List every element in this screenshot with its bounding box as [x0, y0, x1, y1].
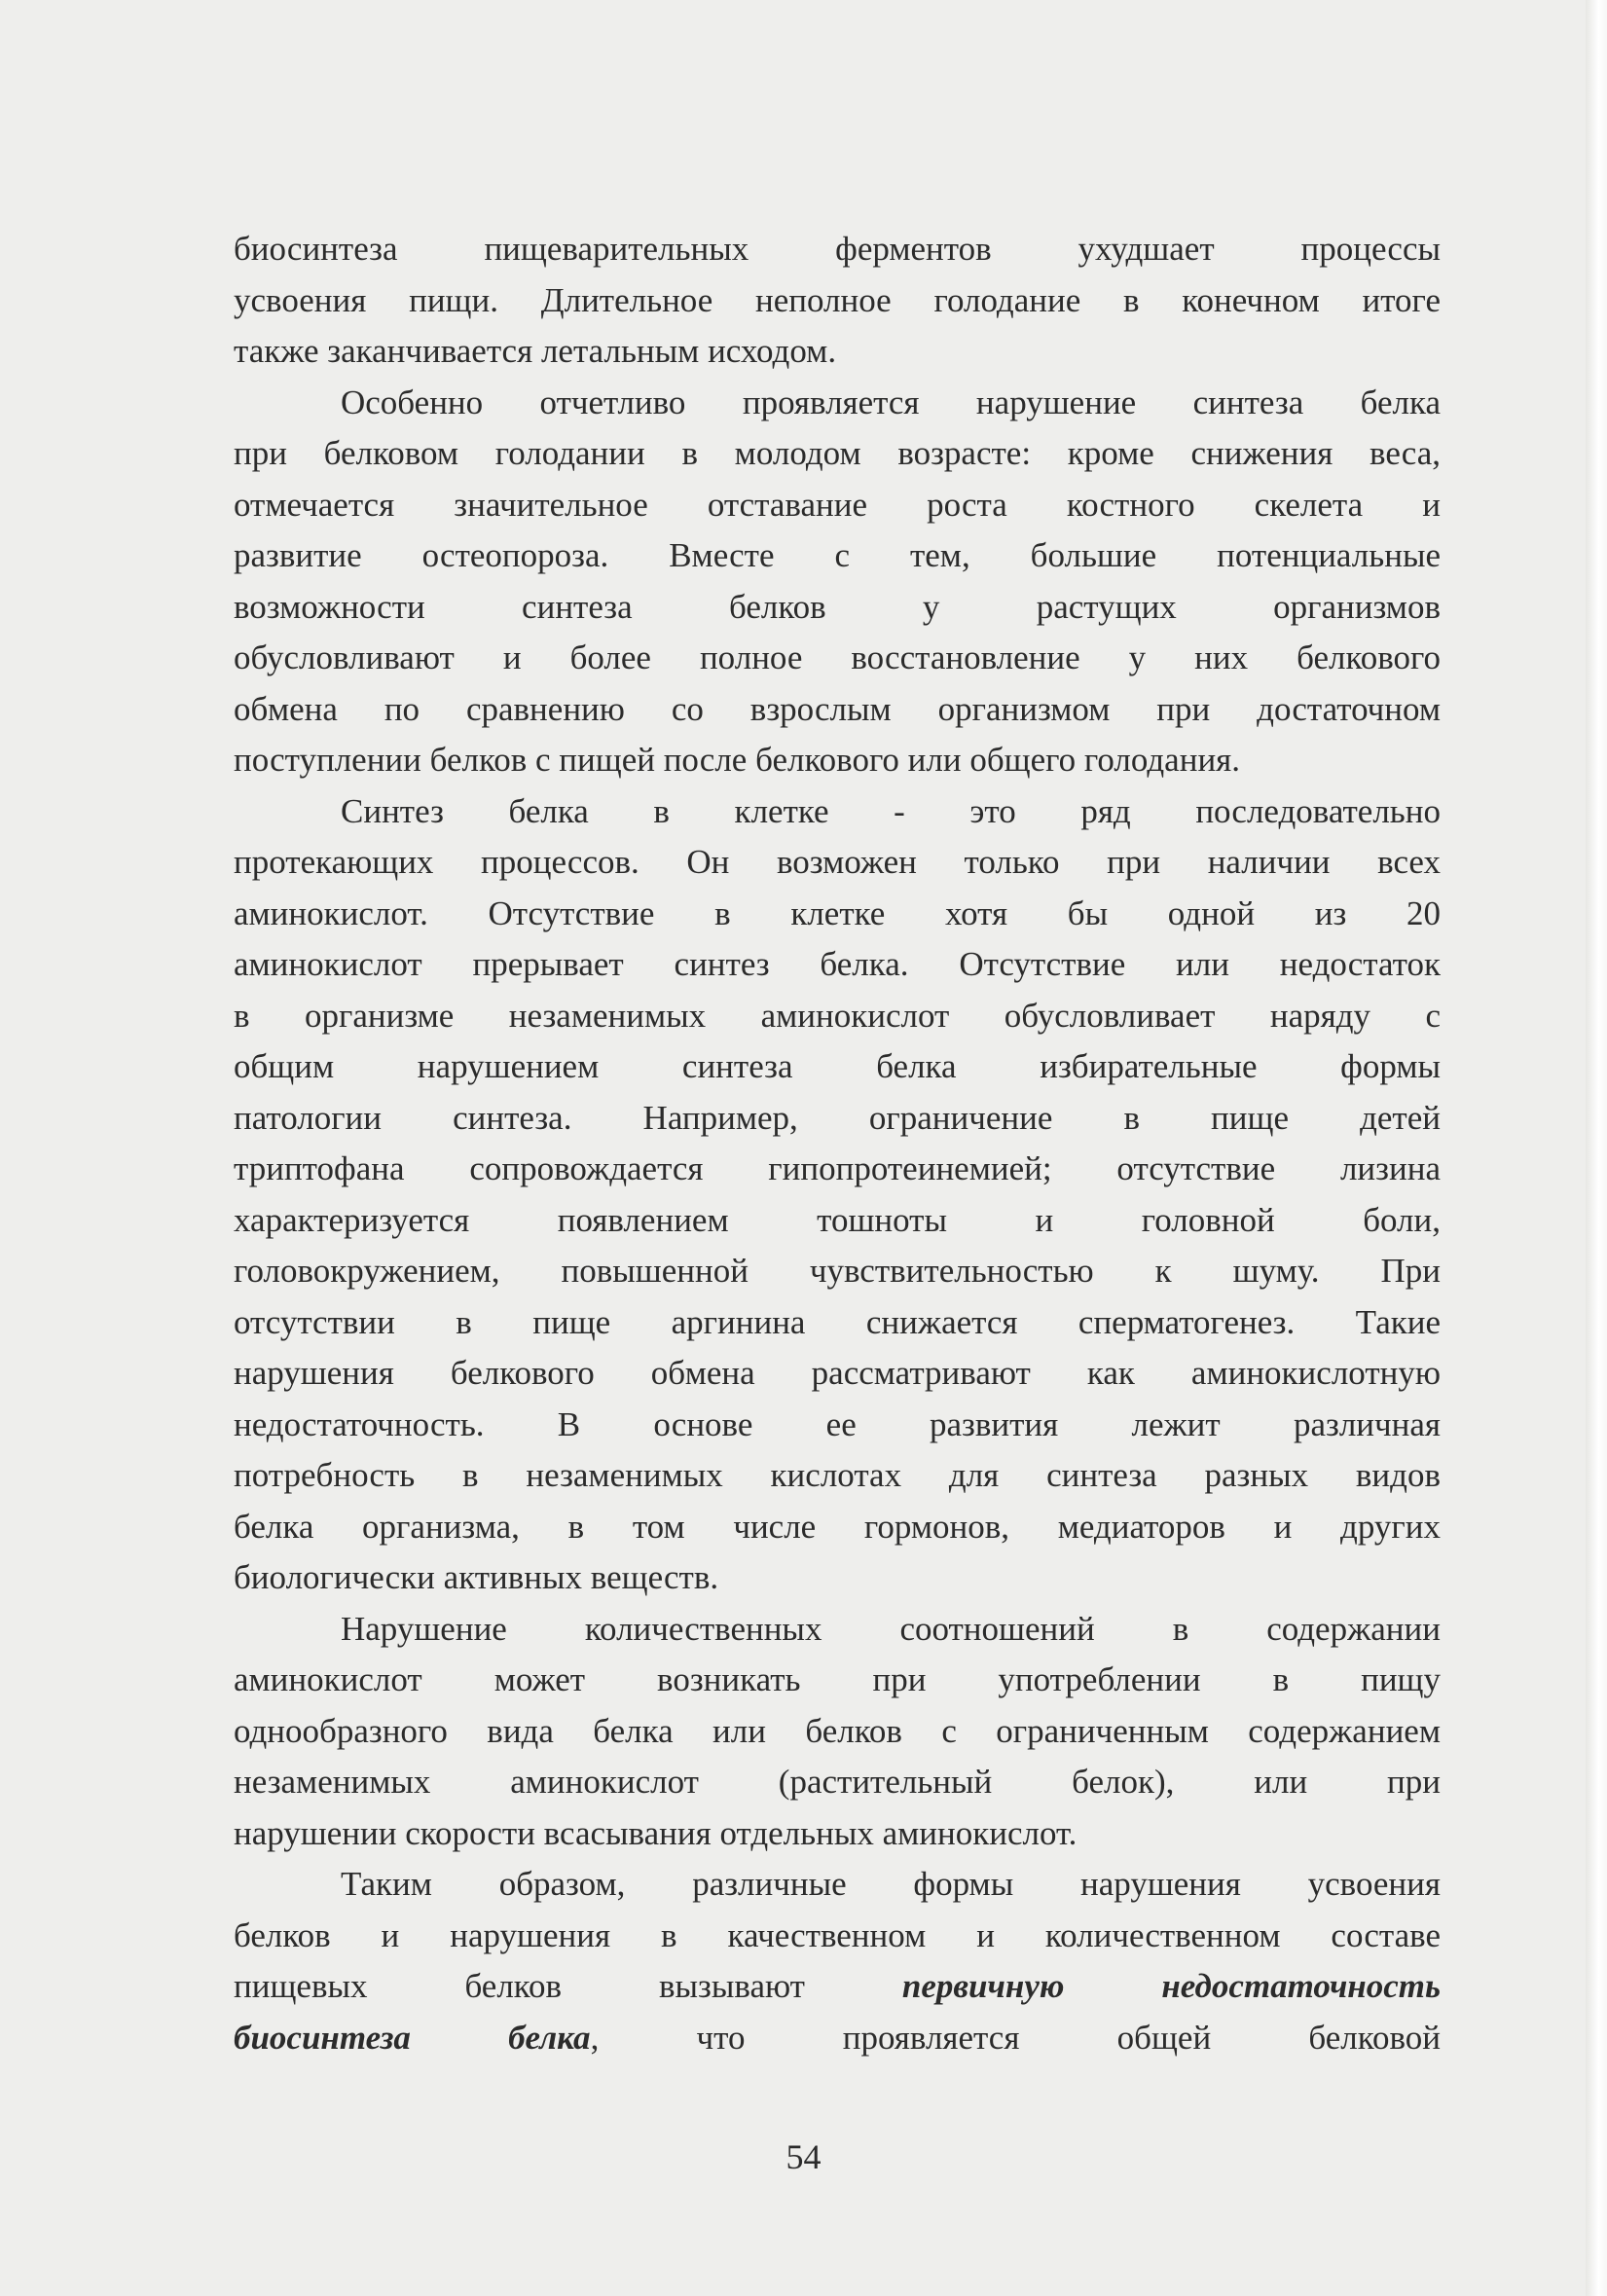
text-line: биологически активных веществ. [234, 1558, 719, 1596]
text-line: усвоения пищи. Длительное неполное голодание в конечном итоге [234, 280, 1441, 319]
text-line-with-emphasis [234, 2013, 1441, 2064]
text-line: общим нарушением синтеза белка избирательные формы [234, 1047, 1441, 1085]
text-line: биосинтеза пищеварительных ферментов ухудшает процессы [234, 230, 1441, 268]
text-line: незаменимых аминокислот (растительный белок), или при [234, 1763, 1441, 1801]
text-line: белка организма, в том числе гормонов, медиаторов и других [234, 1507, 1441, 1546]
text-line: обусловливают и более полное восстановление у них белкового [234, 638, 1441, 676]
page-number: 54 [785, 2137, 822, 2176]
text-line: триптофана сопровождается гипопротеинемией; отсутствие лизина [234, 1149, 1441, 1187]
text-line: однообразного вида белка или белков с ограниченным содержанием [234, 1711, 1441, 1750]
text-line: белков и нарушения в качественном и количественном составе [234, 1915, 1441, 1954]
text-line: головокружением, повышенной чувствительностью к шуму. При [234, 1252, 1441, 1290]
emphasis-text: биосинтеза белка [234, 2018, 591, 2057]
paragraph-start-line: Таким образом, различные формы нарушения усвоения [341, 1865, 1441, 1903]
text-line: развитие остеопороза. Вместе с тем, большие потенциальные [234, 536, 1441, 574]
text-line: поступлении белков с пищей после белкового или общего голодания. [234, 741, 1241, 779]
paragraph-start-line: Особенно отчетливо проявляется нарушение синтеза белка [341, 383, 1441, 421]
emphasis-text: первичную недостаточность [901, 1967, 1441, 2005]
paragraph-start-line: Синтез белка в клетке - это ряд последовательно [341, 791, 1441, 830]
text-line: нарушении скорости всасывания отдельных аминокислот. [234, 1813, 1077, 1852]
text-fragment: , что проявляется общей белковой [590, 2018, 1442, 2057]
text-line: патологии синтеза. Например, ограничение в пище детей [234, 1098, 1441, 1137]
text-line: в организме незаменимых аминокислот обусловливает наряду с [234, 996, 1441, 1035]
text-line: аминокислот может возникать при употреблении в пищу [234, 1660, 1441, 1698]
text-line-with-emphasis [234, 1961, 1441, 2013]
text-line: при белковом голодании в молодом возрасте: кроме снижения веса, [234, 434, 1441, 472]
text-line: аминокислот. Отсутствие в клетке хотя бы одной из 20 [234, 893, 1441, 932]
text-fragment: пищевых белков вызывают [234, 1967, 805, 2005]
text-line: отсутствии в пище аргинина снижается сперматогенез. Такие [234, 1302, 1441, 1341]
paragraph-start-line: Нарушение количественных соотношений в содержании [341, 1609, 1441, 1648]
text-line: недостаточность. В основе ее развития лежит различная [234, 1404, 1441, 1443]
text-line: протекающих процессов. Он возможен только при наличии всех [234, 843, 1441, 881]
text-line: нарушения белкового обмена рассматривают как аминокислотную [234, 1354, 1441, 1392]
text-line: потребность в незаменимых кислотах для синтеза разных видов [234, 1456, 1441, 1494]
body-text [234, 224, 1441, 2063]
text-line: отмечается значительное отставание роста костного скелета и [234, 485, 1441, 524]
text-line: возможности синтеза белков у растущих организмов [234, 587, 1441, 626]
text-line: характеризуется появлением тошноты и головной боли, [234, 1200, 1441, 1239]
text-line: также заканчивается летальным исходом. [234, 332, 837, 370]
text-line: обмена по сравнению со взрослым организмом при достаточном [234, 689, 1441, 728]
page-edge [1586, 0, 1607, 2296]
text-line: аминокислот прерывает синтез белка. Отсутствие или недостаток [234, 945, 1441, 983]
